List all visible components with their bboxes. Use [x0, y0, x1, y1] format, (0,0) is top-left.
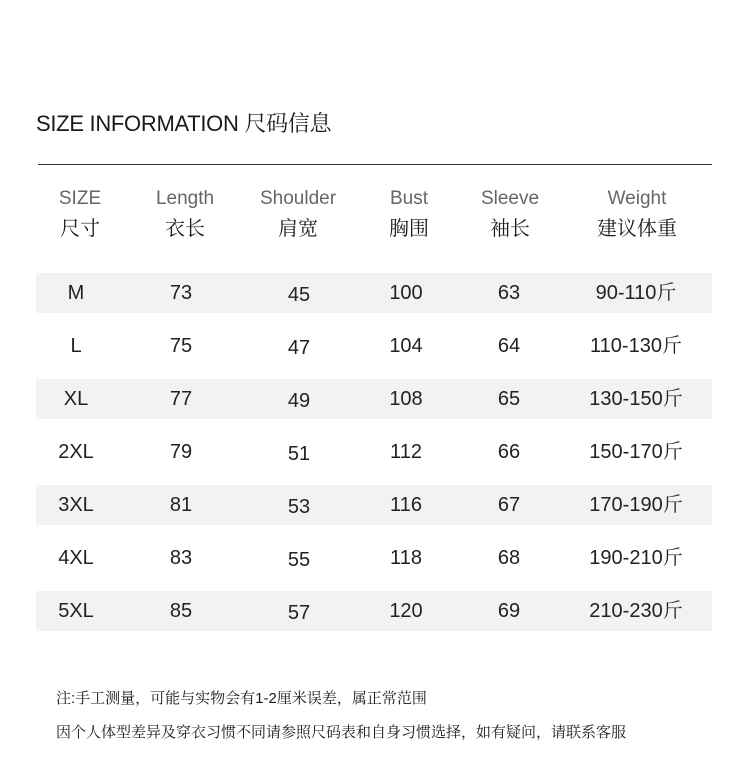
cell-shoulder: 53	[287, 496, 311, 518]
page-title: SIZE INFORMATION 尺码信息	[36, 111, 332, 136]
cell-size: M	[67, 282, 85, 304]
cell-weight: 150-170斤	[589, 441, 683, 463]
column-header-size	[59, 186, 101, 244]
cell-shoulder: 45	[287, 284, 311, 306]
note-line: 注:手工测量，可能与实物会有1-2厘米误差，属正常范围	[56, 690, 427, 707]
cell-weight: 130-150斤	[589, 388, 683, 410]
column-header-shoulder	[260, 186, 336, 244]
cell-length: 83	[169, 547, 193, 569]
cell-size: 5XL	[58, 600, 94, 622]
cell-sleeve: 66	[497, 441, 521, 463]
column-header-shoulder-en: Shoulder	[259, 188, 337, 209]
column-header-shoulder-cn: 肩宽	[278, 218, 318, 240]
table-row	[36, 591, 712, 631]
cell-shoulder: 47	[287, 337, 311, 359]
table-row	[36, 379, 712, 419]
table-row	[36, 273, 712, 313]
title-divider	[38, 164, 712, 165]
column-header-size-en: SIZE	[58, 188, 102, 209]
table-row	[36, 432, 712, 472]
note-line: 因个人体型差异及穿衣习惯不同请参照尺码表和自身习惯选择，如有疑问，请联系客服	[56, 724, 627, 741]
cell-weight: 90-110斤	[595, 282, 677, 304]
cell-sleeve: 63	[497, 282, 521, 304]
cell-bust: 108	[389, 388, 423, 410]
cell-sleeve: 64	[497, 335, 521, 357]
table-row	[36, 485, 712, 525]
cell-sleeve: 68	[497, 547, 521, 569]
cell-weight: 210-230斤	[589, 600, 683, 622]
column-header-length-en: Length	[155, 188, 215, 209]
column-header-sleeve-en: Sleeve	[480, 188, 540, 209]
cell-length: 81	[169, 494, 193, 516]
column-header-size-cn: 尺寸	[59, 218, 100, 240]
cell-size: XL	[63, 388, 89, 410]
cell-bust: 112	[390, 441, 422, 463]
cell-length: 75	[169, 335, 193, 357]
column-header-weight	[597, 186, 677, 244]
cell-weight: 190-210斤	[589, 547, 683, 569]
cell-bust: 120	[389, 600, 423, 622]
cell-shoulder: 51	[287, 443, 311, 465]
column-header-length	[156, 186, 214, 244]
cell-length: 77	[169, 388, 193, 410]
cell-sleeve: 65	[497, 388, 521, 410]
table-row	[36, 538, 712, 578]
cell-size: 4XL	[58, 547, 94, 569]
column-header-sleeve	[481, 186, 539, 244]
cell-bust: 116	[390, 494, 422, 516]
column-header-bust-en: Bust	[389, 188, 429, 209]
cell-bust: 118	[390, 547, 422, 569]
cell-size: 3XL	[58, 494, 94, 516]
cell-length: 79	[169, 441, 193, 463]
cell-shoulder: 49	[287, 390, 311, 412]
cell-bust: 104	[389, 335, 423, 357]
cell-weight: 170-190斤	[589, 494, 683, 516]
size-table-body	[36, 273, 712, 644]
cell-shoulder: 55	[287, 549, 311, 571]
cell-sleeve: 67	[497, 494, 521, 516]
cell-length: 73	[169, 282, 193, 304]
cell-length: 85	[169, 600, 193, 622]
cell-shoulder: 57	[287, 602, 311, 624]
cell-bust: 100	[389, 282, 423, 304]
column-header-length-cn: 衣长	[165, 218, 205, 240]
table-row	[36, 326, 712, 366]
column-header-weight-cn: 建议体重	[597, 218, 677, 240]
size-table-header	[36, 186, 712, 250]
cell-weight: 110-130斤	[590, 335, 682, 357]
column-header-bust-cn: 胸围	[389, 218, 429, 240]
column-header-sleeve-cn: 袖长	[489, 218, 530, 240]
cell-size: L	[70, 335, 82, 357]
column-header-bust	[389, 186, 429, 244]
cell-sleeve: 69	[497, 600, 521, 622]
cell-size: 2XL	[58, 441, 94, 463]
column-header-weight-en: Weight	[607, 188, 667, 209]
size-notes	[56, 682, 626, 750]
